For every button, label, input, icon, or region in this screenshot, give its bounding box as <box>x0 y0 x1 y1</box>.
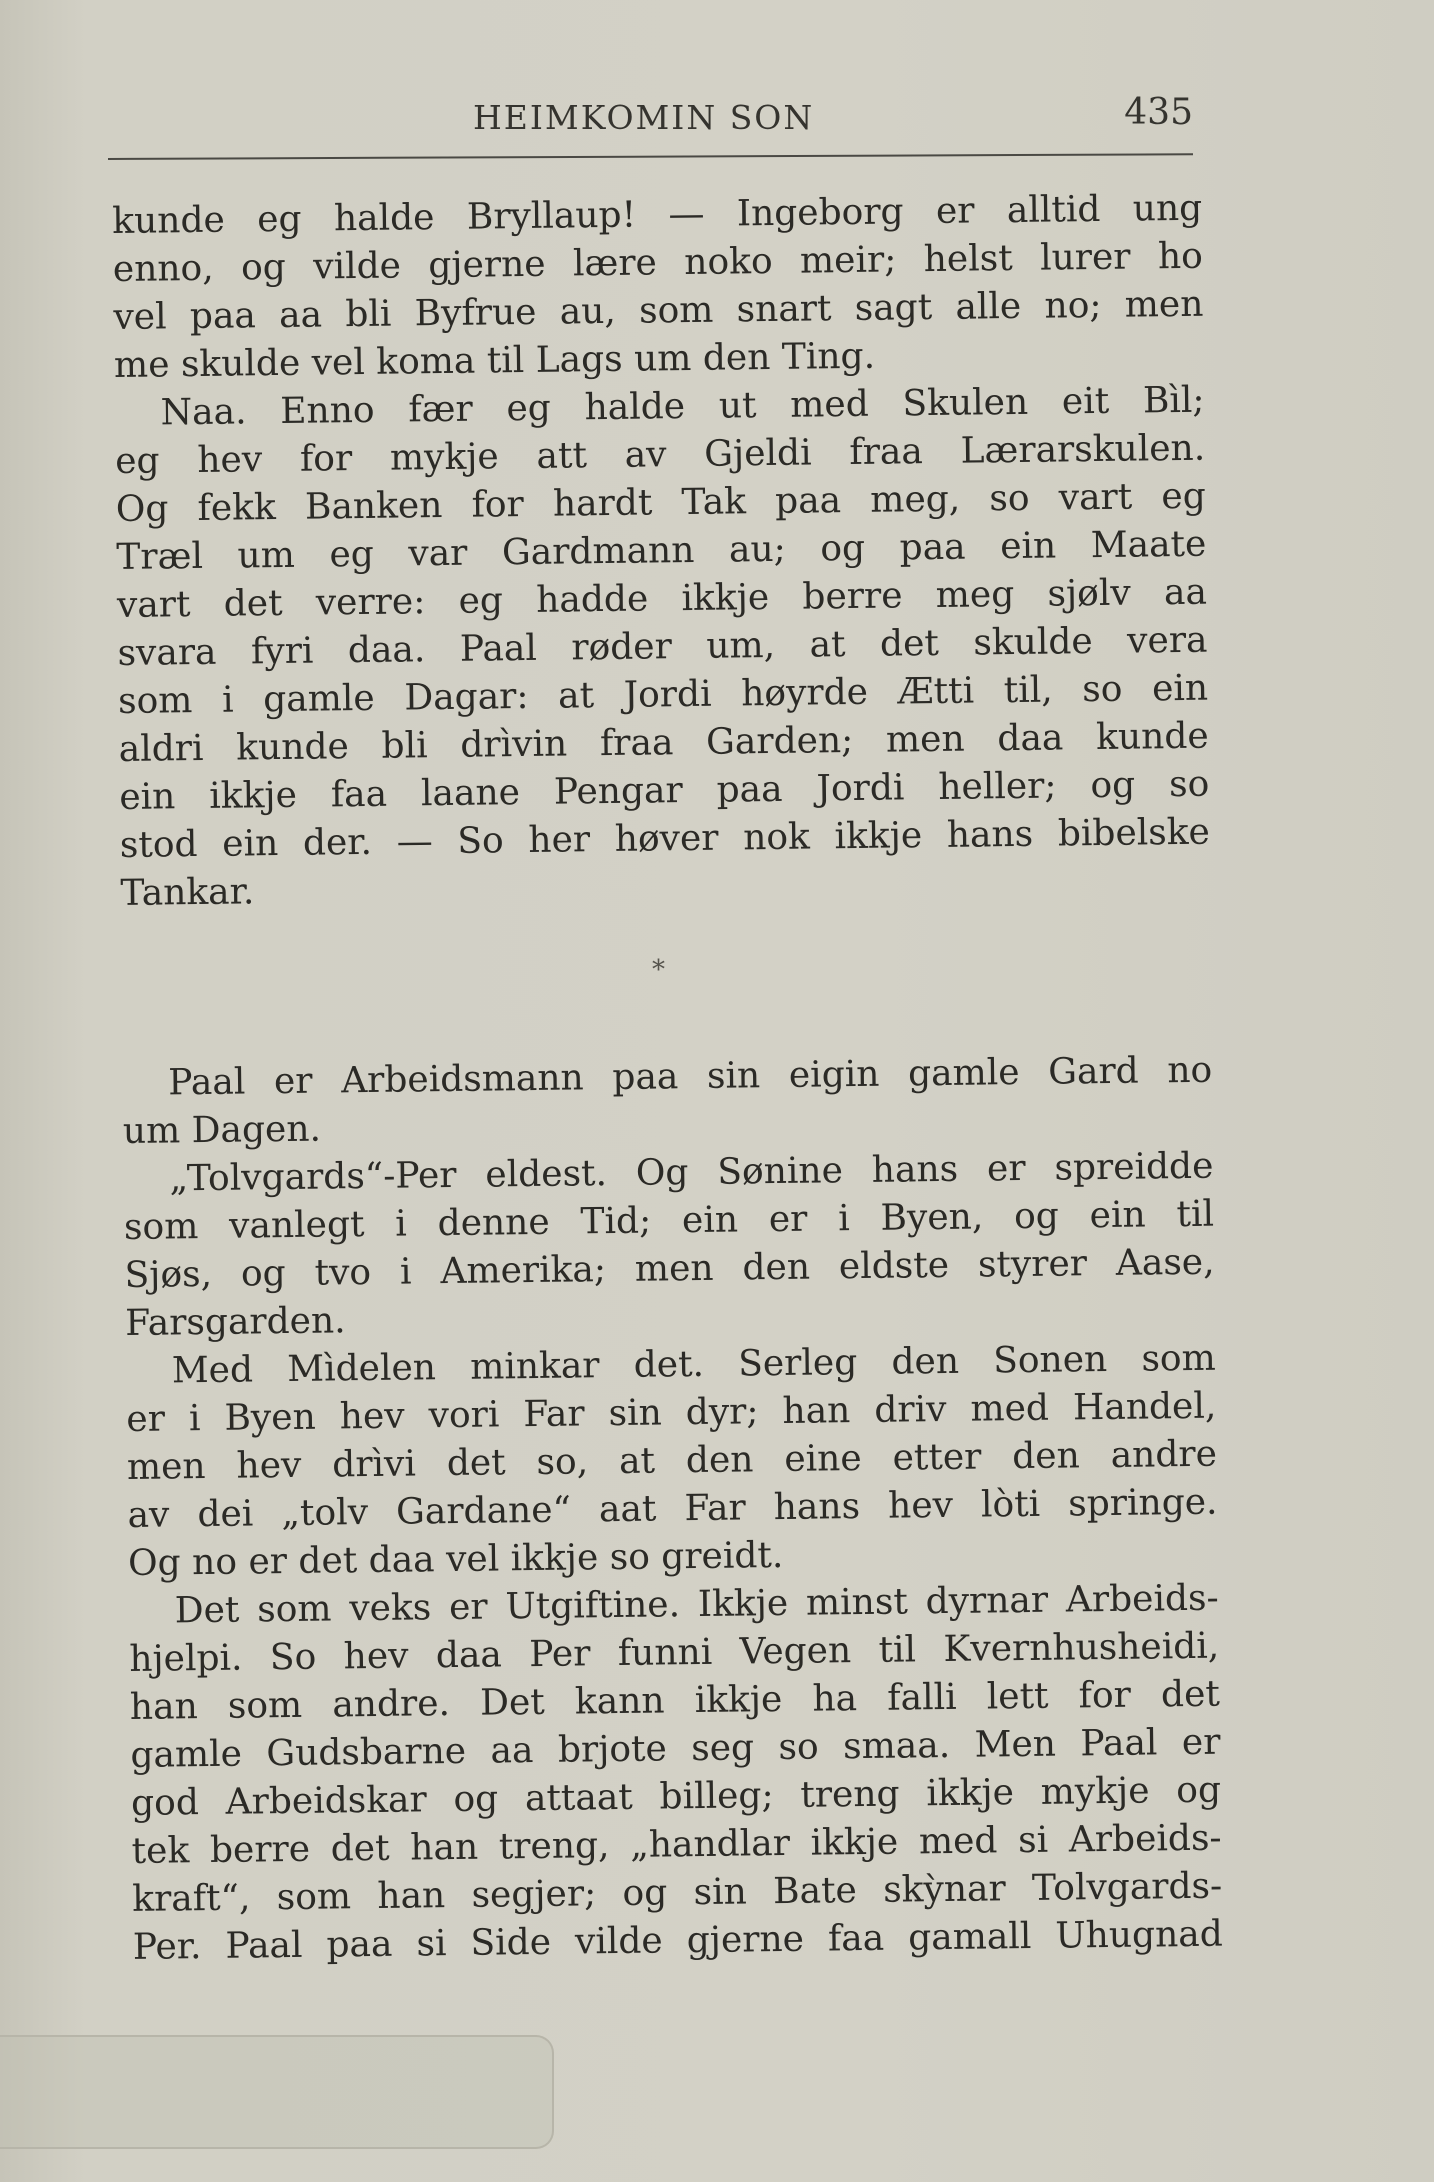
text-line: aldri kunde bli drìvin fraa Garden; men daa kunde <box>118 715 1209 770</box>
text-line: god Arbeidskar og attaat billeg; treng ikkje mykje og <box>130 1769 1222 1824</box>
page-header <box>108 92 1193 148</box>
text-line: Med Mìdelen minkar det. Serleg den Sonen som <box>171 1337 1216 1392</box>
text-line: um Dagen. <box>122 1108 322 1152</box>
header-rule <box>108 153 1193 160</box>
text-line: Og no er det daa vel ikkje so greidt. <box>127 1534 784 1584</box>
text-line: me skulde vel koma til Lags um den Ting. <box>113 335 876 386</box>
text-line: vart det verre: eg hadde ikkje berre meg sjølv aa <box>116 571 1208 626</box>
text-line: Og fekk Banken for hardt Tak paa meg, so vart eg <box>115 475 1206 530</box>
text-line: Per. Paal paa si Side vilde gjerne faa gamall Uhugnad <box>132 1913 1224 1968</box>
text-line: kunde eg halde Bryllaup! — Ingeborg er alltid ung <box>112 187 1203 242</box>
text-line: han som andre. Det kann ikkje ha falli lett for det <box>129 1673 1221 1728</box>
text-line: Sjøs, og tvo i Amerika; men den eldste styrer Aase, <box>124 1241 1215 1296</box>
text-section-a <box>112 185 1211 918</box>
text-line: vel paa aa bli Byfrue au, som snart sagt alle no; men <box>113 283 1204 338</box>
paper-stain <box>0 2035 554 2149</box>
text-line: Naa. Enno fær eg halde ut med Skulen eit Bìl; <box>160 379 1205 434</box>
text-line: enno, og vilde gjerne lære noko meir; helst lurer ho <box>112 235 1204 290</box>
text-line: eg hev for mykje att av Gjeldi fraa Lærarskulen. <box>114 427 1206 482</box>
running-head: HEIMKOMIN SON <box>473 98 815 137</box>
text-line: Det som veks er Utgiftine. Ikkje minst dyrnar Arbeids- <box>174 1577 1219 1632</box>
text-line: men hev drìvi det so, at den eine etter den andre <box>126 1433 1218 1488</box>
text-line: tek berre det han treng, „handlar ikkje med si Arbeids- <box>131 1817 1222 1872</box>
text-line: ein ikkje faa laane Pengar paa Jordi heller; og so <box>119 763 1210 818</box>
text-line: som vanlegt i denne Tid; ein er i Byen, og ein til <box>123 1193 1215 1248</box>
text-line: av dei „tolv Gardane“ aat Far hans hev lòti springe. <box>127 1481 1218 1536</box>
text-line: hjelpi. So hev daa Per funni Vegen til Kvernhusheidi, <box>129 1625 1220 1680</box>
text-line: som i gamle Dagar: at Jordi høyrde Ætti til, so ein <box>117 667 1209 722</box>
text-line: „Tolvgards“-Per eldest. Og Sønine hans er spreidde <box>169 1145 1214 1200</box>
text-line: stod ein der. — So her høver nok ikkje hans bibelske <box>119 811 1211 866</box>
text-line: kraft“, som han segjer; og sin Bate skỳnar Tolvgards- <box>132 1865 1223 1920</box>
page-number: 435 <box>1124 92 1193 133</box>
text-line: gamle Gudsbarne aa brjote seg so smaa. Men Paal er <box>130 1721 1221 1776</box>
text-line: Tankar. <box>120 871 255 914</box>
text-section-b <box>122 1047 1223 1972</box>
text-line: Farsgarden. <box>124 1300 346 1344</box>
text-line: er i Byen hev vori Far sin dyr; han driv med Handel, <box>126 1385 1217 1440</box>
section-separator: * <box>652 955 665 985</box>
text-line: Paal er Arbeidsmann paa sin eigin gamle Gard no <box>168 1049 1213 1104</box>
text-line: Træl um eg var Gardmann au; og paa ein Maate <box>116 523 1207 578</box>
text-line: svara fyri daa. Paal røder um, at det skulde vera <box>117 619 1208 674</box>
